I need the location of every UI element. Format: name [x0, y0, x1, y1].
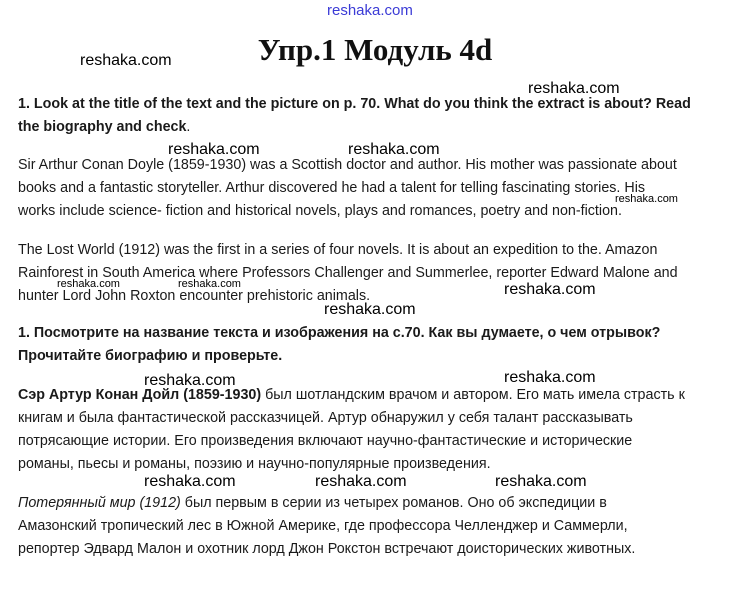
ru-p1-bold: Сэр Артур Конан Дойл (1859-1930)	[18, 387, 262, 403]
watermark: reshaka.com	[178, 278, 241, 290]
en-p2-line-3: hunter Lord John Roxton encounter prehistoric animals.	[18, 288, 371, 304]
watermark: reshaka.com	[80, 52, 172, 69]
en-p1-line-3: works include science- fiction and historical novels, plays and romances, poetry and non-fiction.	[18, 203, 622, 219]
en-p2-line-1: The Lost World (1912) was the first in a series of four novels. It is about an expedition to the. Amazon	[18, 242, 658, 258]
ru-p1-line-3: потрясающие истории. Его произведения включают научно-фантастические и исторические	[18, 433, 633, 449]
ru-p1-line-4: романы, пьесы и романы, поэзию и научно-популярные произведения.	[18, 456, 491, 472]
ru-p2-line-3: репортер Эдвард Малон и охотник лорд Джон Рокстон встречают доисторических животных.	[18, 541, 636, 557]
ru-p1-line-2: книгам и была фантастической рассказчицей. Артур обнаружил у себя талант рассказывать	[18, 410, 633, 426]
watermark: reshaka.com	[324, 301, 416, 318]
ru-p2-line-1	[18, 495, 607, 511]
en-task-line-1: 1. Look at the title of the text and the picture on p. 70. What do you think the extract is about? Read	[18, 96, 691, 112]
watermark: reshaka.com	[144, 473, 236, 490]
watermark: reshaka.com	[504, 369, 596, 386]
watermark: reshaka.com	[144, 372, 236, 389]
en-task-line-2	[18, 119, 190, 135]
watermark: reshaka.com	[615, 193, 678, 205]
ru-p2-line-1-text: был первым в серии из четырех романов. Оно об экспедиции в	[180, 495, 607, 511]
watermark: reshaka.com	[528, 80, 620, 97]
ru-task-line-1: 1. Посмотрите на название текста и изображения на с.70. Как вы думаете, о чем отрывок?	[18, 325, 661, 341]
en-task-period: .	[186, 119, 191, 135]
page-title: Упр.1 Модуль 4d	[257, 32, 493, 67]
ru-p2-line-2: Амазонский тропический лес в Южной Америке, где профессора Челленджер и Саммерли,	[18, 518, 628, 534]
en-task-line-2-text: the biography and check	[18, 119, 187, 135]
watermark: reshaka.com	[495, 473, 587, 490]
en-p1-line-2: books and a fantastic storyteller. Arthur discovered he had a talent for telling fascinating stories. His	[18, 180, 646, 196]
en-p1-line-1: Sir Arthur Conan Doyle (1859-1930) was a Scottish doctor and author. His mother was passionate about	[18, 157, 677, 173]
ru-task-line-2: Прочитайте биографию и проверьте.	[18, 348, 283, 364]
ru-p1-line-1	[18, 387, 685, 403]
watermark: reshaka.com	[504, 281, 596, 298]
ru-p1-line-1-text: был шотландским врачом и автором. Его мать имела страсть к	[261, 387, 685, 403]
watermark: reshaka.com	[168, 141, 260, 158]
en-p2-line-2: Rainforest in South America where Professors Challenger and Summerlee, reporter Edward Malone and	[18, 265, 678, 281]
watermark: reshaka.com	[57, 278, 120, 290]
watermark-top: reshaka.com	[327, 2, 413, 19]
watermark: reshaka.com	[315, 473, 407, 490]
watermark: reshaka.com	[348, 141, 440, 158]
ru-p2-italic: Потерянный мир (1912)	[18, 495, 181, 511]
